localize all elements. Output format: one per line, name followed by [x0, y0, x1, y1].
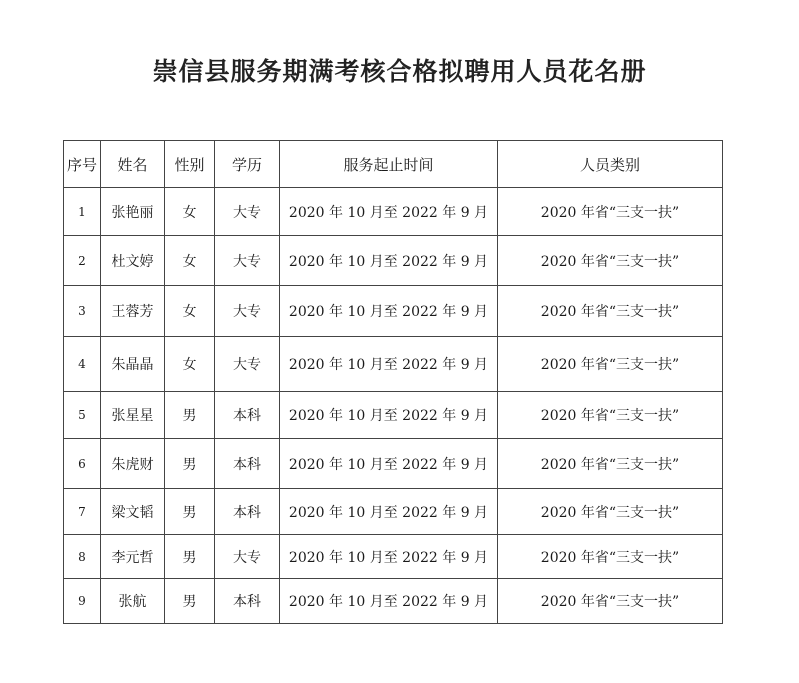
cell-category: 2020 年省“三支一扶”: [498, 236, 723, 286]
table-row: [64, 337, 723, 392]
cell-name: 朱晶晶: [101, 337, 165, 392]
cell-name: 王蓉芳: [101, 286, 165, 337]
cell-index: 4: [64, 337, 101, 392]
cell-gender: 男: [165, 535, 215, 579]
cell-index: 6: [64, 439, 101, 489]
cell-gender: 女: [165, 337, 215, 392]
cell-index: 2: [64, 236, 101, 286]
cell-gender: 男: [165, 392, 215, 439]
cell-name: 杜文婷: [101, 236, 165, 286]
cell-education: 大专: [215, 535, 280, 579]
cell-gender: 女: [165, 236, 215, 286]
header-name: 姓名: [101, 141, 165, 188]
table-header-row: [64, 141, 723, 188]
table-row: [64, 188, 723, 236]
table-row: [64, 579, 723, 624]
cell-period: 2020 年 10 月至 2022 年 9 月: [280, 535, 498, 579]
cell-education: 大专: [215, 337, 280, 392]
header-index: 序号: [64, 141, 101, 188]
cell-gender: 女: [165, 188, 215, 236]
cell-index: 7: [64, 489, 101, 535]
cell-category: 2020 年省“三支一扶”: [498, 392, 723, 439]
cell-period: 2020 年 10 月至 2022 年 9 月: [280, 392, 498, 439]
cell-index: 3: [64, 286, 101, 337]
table-row: [64, 439, 723, 489]
cell-education: 大专: [215, 286, 280, 337]
cell-period: 2020 年 10 月至 2022 年 9 月: [280, 188, 498, 236]
cell-education: 本科: [215, 489, 280, 535]
cell-name: 张星星: [101, 392, 165, 439]
cell-name: 张艳丽: [101, 188, 165, 236]
table-row: [64, 236, 723, 286]
header-education: 学历: [215, 141, 280, 188]
cell-period: 2020 年 10 月至 2022 年 9 月: [280, 337, 498, 392]
document-title: 崇信县服务期满考核合格拟聘用人员花名册: [152, 57, 647, 86]
cell-index: 1: [64, 188, 101, 236]
cell-name: 梁文韬: [101, 489, 165, 535]
cell-period: 2020 年 10 月至 2022 年 9 月: [280, 439, 498, 489]
cell-category: 2020 年省“三支一扶”: [498, 489, 723, 535]
cell-gender: 男: [165, 489, 215, 535]
cell-name: 张航: [101, 579, 165, 624]
cell-category: 2020 年省“三支一扶”: [498, 286, 723, 337]
cell-gender: 男: [165, 579, 215, 624]
roster-table: [63, 140, 723, 624]
cell-gender: 男: [165, 439, 215, 489]
cell-education: 本科: [215, 392, 280, 439]
cell-name: 朱虎财: [101, 439, 165, 489]
cell-category: 2020 年省“三支一扶”: [498, 439, 723, 489]
cell-index: 9: [64, 579, 101, 624]
cell-period: 2020 年 10 月至 2022 年 9 月: [280, 236, 498, 286]
cell-category: 2020 年省“三支一扶”: [498, 188, 723, 236]
header-period: 服务起止时间: [280, 141, 498, 188]
table-row: [64, 489, 723, 535]
cell-education: 大专: [215, 188, 280, 236]
cell-period: 2020 年 10 月至 2022 年 9 月: [280, 286, 498, 337]
table-row: [64, 392, 723, 439]
header-category: 人员类别: [498, 141, 723, 188]
cell-education: 本科: [215, 439, 280, 489]
cell-education: 本科: [215, 579, 280, 624]
cell-category: 2020 年省“三支一扶”: [498, 337, 723, 392]
table-row: [64, 535, 723, 579]
cell-index: 5: [64, 392, 101, 439]
cell-name: 李元哲: [101, 535, 165, 579]
cell-period: 2020 年 10 月至 2022 年 9 月: [280, 489, 498, 535]
header-gender: 性别: [165, 141, 215, 188]
cell-gender: 女: [165, 286, 215, 337]
cell-education: 大专: [215, 236, 280, 286]
cell-category: 2020 年省“三支一扶”: [498, 579, 723, 624]
cell-index: 8: [64, 535, 101, 579]
cell-period: 2020 年 10 月至 2022 年 9 月: [280, 579, 498, 624]
cell-category: 2020 年省“三支一扶”: [498, 535, 723, 579]
table-row: [64, 286, 723, 337]
